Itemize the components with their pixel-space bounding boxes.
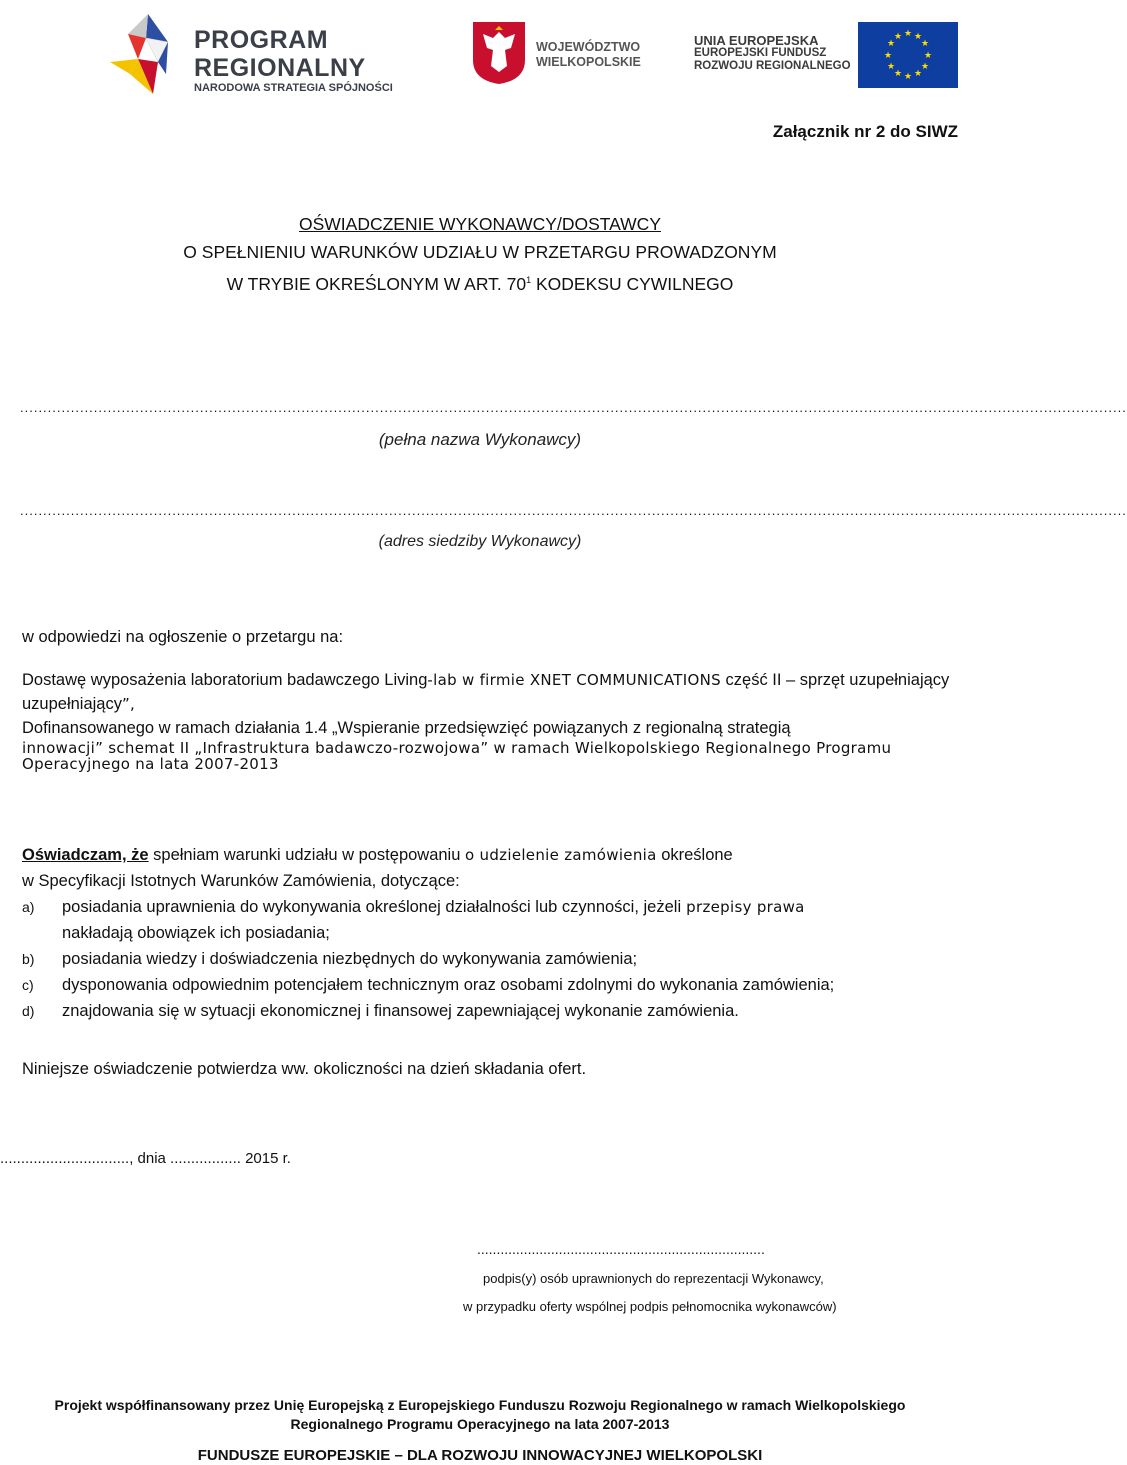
nss-text: NARODOWA STRATEGIA SPÓJNOŚCI: [194, 82, 393, 94]
eu-stars-icon: [858, 22, 958, 88]
woj-line2: WIELKOPOLSKIE: [536, 55, 641, 69]
wielkopolska-coat-of-arms: [471, 20, 527, 86]
subject-line2: Dofinansowanego w ramach działania 1.4 „Wspieranie przedsięwzięć powiązanych z regionalną strategią: [22, 719, 791, 737]
footer-cofinancing: [0, 1396, 960, 1434]
regionalny-text: REGIONALNY: [194, 54, 366, 82]
list-item: d) znajdowania się w sytuacji ekonomicznej i finansowej zapewniającej wykonanie zamówienia.: [22, 1002, 739, 1020]
confirmation-text: Niniejsze oświadczenie potwierdza ww. okoliczności na dzień składania ofert.: [22, 1060, 587, 1078]
footer-slogan: FUNDUSZE EUROPEJSKIE – DLA ROZWOJU INNOWACYJNEJ WIELKOPOLSKI: [197, 1447, 763, 1464]
company-address-field[interactable]: ................................................................................................................................................................................................................................................: [20, 503, 1127, 518]
subject-cont: uzupełniający: [22, 695, 122, 713]
annex-label: Załącznik nr 2 do SIWZ: [772, 122, 958, 141]
title-line2: O SPEŁNIENIU WARUNKÓW UDZIAŁU W PRZETARGU PROWADZONYM: [183, 242, 777, 262]
signature-label-line2: w przypadku oferty wspólnej podpis pełnomocnika wykonawców): [463, 1299, 837, 1314]
ue-line2: EUROPEJSKI FUNDUSZ: [694, 47, 827, 59]
svg-text:★: ★: [893, 32, 903, 42]
intro-text: w odpowiedzi na ogłoszenie o przetargu na:: [22, 628, 344, 646]
svg-text:★: ★: [883, 51, 893, 61]
title-line3: W TRYBIE OKREŚLONYM W ART. $70^1$ KODEKSU CYWILNEGO: [226, 273, 734, 294]
ue-line3: ROZWOJU REGIONALNEGO: [694, 60, 851, 72]
woj-line1: WOJEWÓDZTWO: [536, 40, 641, 54]
list-item: b) posiadania wiedzy i doświadczenia niezbędnych do wykonywania zamówienia;: [22, 950, 638, 968]
program-regionalny-logo: [108, 4, 418, 104]
svg-text:★: ★: [920, 39, 930, 49]
title-line1: OŚWIADCZENIE WYKONAWCY/DOSTAWCY: [299, 214, 661, 234]
svg-text:★: ★: [903, 72, 913, 82]
subject-line4: Operacyjnego na lata 2007-2013: [22, 755, 279, 773]
star-icon: [108, 4, 188, 104]
svg-text:★: ★: [913, 69, 923, 79]
signature-field[interactable]: ..........................................................................: [477, 1241, 765, 1257]
document-title: [0, 210, 980, 298]
conditions-list: [22, 894, 960, 1024]
company-name-field[interactable]: ................................................................................................................................................................................................................................................: [20, 400, 1127, 415]
svg-text:★: ★: [903, 29, 913, 39]
wojewodztwo-label: [536, 40, 641, 70]
eagle-icon: [471, 20, 527, 86]
program-text: PROGRAM: [194, 26, 329, 54]
subject-line3: innowacji” schemat II „Infrastruktura badawczo-rozwojowa” w ramach Wielkopolskiego Regionalnego Programu: [22, 739, 892, 757]
svg-text:★: ★: [893, 69, 903, 79]
list-item: c) dysponowania odpowiednim potencjałem technicznym oraz osobami zdolnymi do wykonania zamówienia;: [22, 976, 835, 994]
svg-text:★: ★: [913, 32, 923, 42]
svg-text:★: ★: [920, 62, 930, 72]
date-field[interactable]: ..............................., dnia ................. 2015 r.: [0, 1150, 291, 1167]
svg-text:★: ★: [923, 51, 933, 61]
svg-text:★: ★: [886, 39, 896, 49]
eu-flag: [858, 22, 958, 88]
eu-label: [694, 34, 851, 73]
list-item: a) posiadania uprawnienia do wykonywania określonej działalności lub czynności, jeżeli przepisy prawa nakładają obowiązek ich posiadania;: [22, 898, 805, 942]
signature-label-line1: podpis(y) osób uprawnionych do reprezentacji Wykonawcy,: [483, 1271, 824, 1286]
tender-subject: Dostawę wyposażenia laboratorium badawczego Living-lab w firmie XNET COMMUNICATIONS część II – sprzęt uzupełniający uzupełniający”, Dofinansowanego w ramach działania 1.4 „Wspieranie przedsięwzięć powiązanych z regionalną strategią innowacji” schemat II „Infrastruktura badawczo-rozwojowa” w ramach Wielkopolskiego Regionalnego Programu Operacyjnego na lata 2007-2013: [22, 667, 960, 773]
company-name-label: (pełna nazwa Wykonawcy): [378, 430, 582, 449]
declaration-line2: w Specyfikacji Istotnych Warunków Zamówienia, dotyczące:: [22, 872, 460, 890]
footer-line1: Projekt współfinansowany przez Unię Europejską z Europejskiego Funduszu Rozwoju Regionalnego w ramach Wielkopolskiego: [54, 1397, 906, 1413]
footer-line2: Regionalnego Programu Operacyjnego na lata 2007-2013: [290, 1416, 670, 1432]
svg-text:★: ★: [886, 62, 896, 72]
ue-line1: UNIA EUROPEJSKA: [694, 33, 819, 48]
company-address-label: (adres siedziby Wykonawcy): [378, 533, 582, 550]
declaration-lead: Oświadczam, że: [22, 846, 149, 864]
declaration: Oświadczam, że spełniam warunki udziału w postępowaniu o udzielenie zamówienia określone w Specyfikacji Istotnych Warunków Zamówienia, dotyczące:: [22, 842, 960, 894]
